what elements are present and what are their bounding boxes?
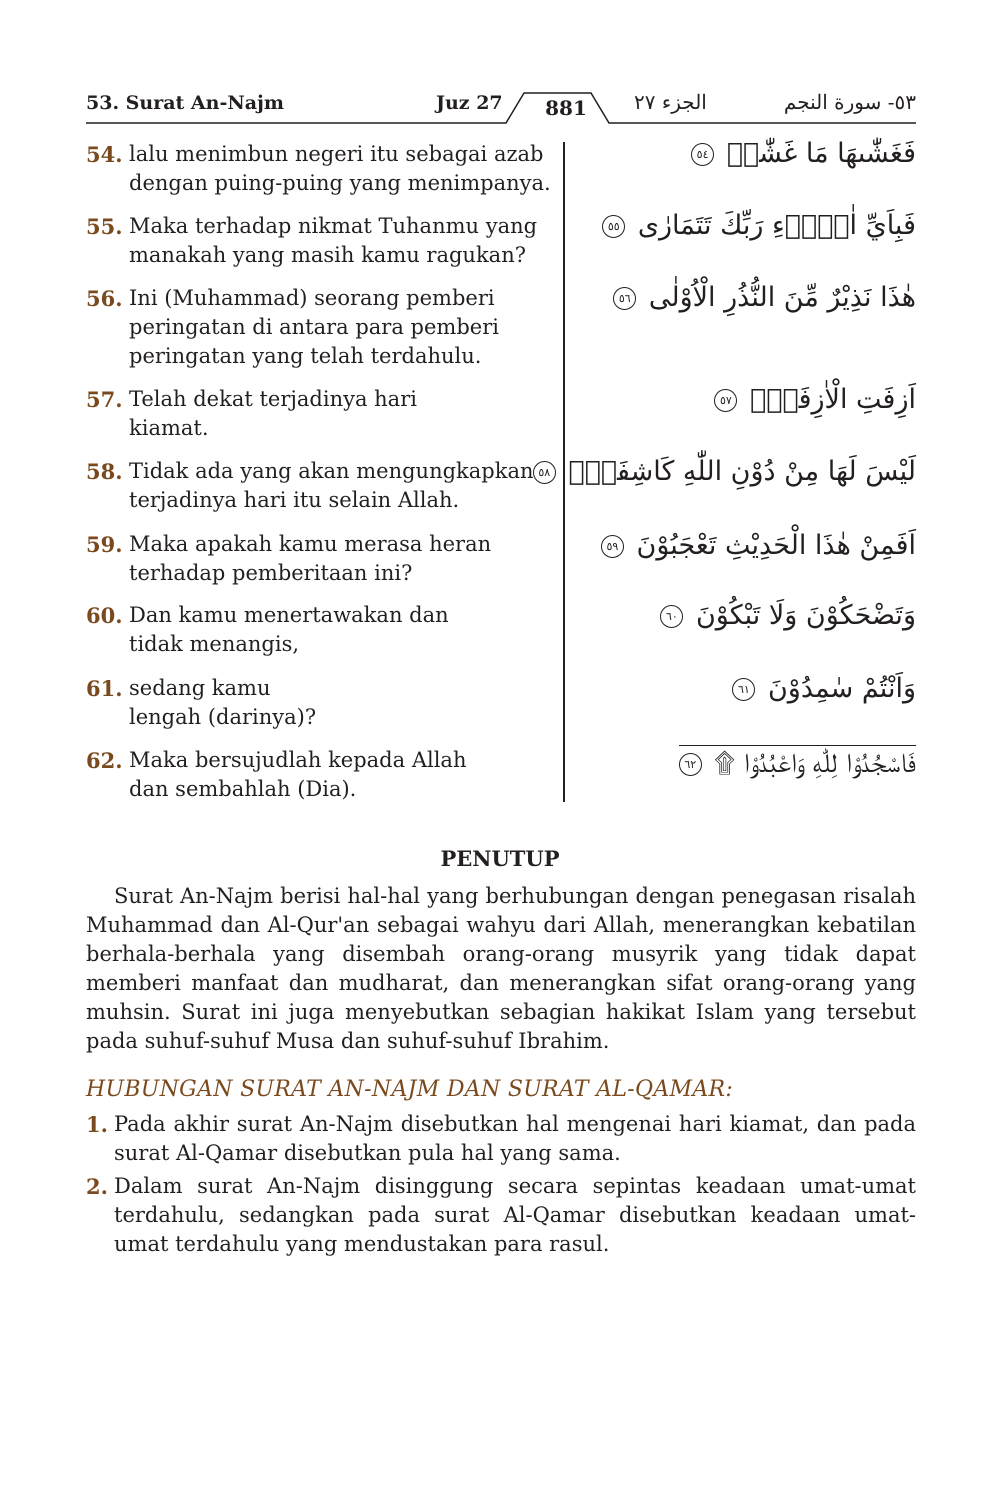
relation-heading: HUBUNGAN SURAT AN-NAJM DAN SURAT AL-QAMAR: xyxy=(86,1077,734,1102)
arabic-ayah xyxy=(601,530,916,562)
page-number: 881 xyxy=(545,96,587,120)
arabic-ayah xyxy=(660,600,916,632)
verse-number: 59. xyxy=(86,532,123,557)
list-item xyxy=(86,1172,916,1259)
list-item xyxy=(86,1110,916,1168)
verse-number: 62. xyxy=(86,748,123,773)
verse-number: 58. xyxy=(86,459,123,484)
verse-translation xyxy=(86,746,556,804)
ayah-end-marker-icon: ٦١ xyxy=(732,678,755,701)
ayah-end-marker-icon: ٥٧ xyxy=(714,389,737,412)
verse-translation xyxy=(86,457,556,515)
surah-title-latin: 53. Surat An-Najm xyxy=(86,92,285,114)
ayah-end-marker-icon: ٦٠ xyxy=(660,605,683,628)
ayah-text: فَاسْجُدُوْا لِلّٰهِ وَاعْبُدُوْا ۩ xyxy=(714,748,916,779)
ayah-text: اَزِفَتِ الْاٰزِفَةُۚ xyxy=(750,384,916,415)
ayah-end-marker-icon: ٥٨ xyxy=(533,461,556,484)
verse-number: 57. xyxy=(86,387,123,412)
juz-label-latin: Juz 27 xyxy=(436,92,503,114)
verse-text: Maka bersujudlah kepada Allah dan sembahlah (Dia). xyxy=(129,748,467,801)
ayah-end-marker-icon: ٦٢ xyxy=(679,753,702,776)
verse-text: Telah dekat terjadinya hari kiamat. xyxy=(129,387,417,440)
juz-label-arabic: الجزء ٢٧ xyxy=(634,90,707,114)
verse-translation xyxy=(86,140,556,198)
verse-number: 56. xyxy=(86,286,123,311)
surah-title-arabic: ٥٣- سورة النجم xyxy=(783,90,916,114)
verse-text: sedang kamu lengah (darinya)? xyxy=(129,676,317,729)
arabic-ayah xyxy=(691,138,916,170)
verse-translation xyxy=(86,601,556,659)
verse-number: 54. xyxy=(86,142,123,167)
verse-text: Maka apakah kamu merasa heran terhadap pemberitaan ini? xyxy=(129,532,492,585)
verse-text: Ini (Muhammad) seorang pemberi peringatan di antara para pemberi peringatan yang telah terdahulu. xyxy=(129,286,499,368)
verse-translation xyxy=(86,212,556,270)
ayah-text: لَيْسَ لَهَا مِنْ دُوْنِ اللّٰهِ كَاشِفَةٌۗ xyxy=(568,456,916,487)
ayah-text: وَتَضْحَكُوْنَ وَلَا تَبْكُوْنَ xyxy=(695,600,916,631)
list-item-number: 1. xyxy=(86,1112,108,1137)
ayah-text: اَفَمِنْ هٰذَا الْحَدِيْثِ تَعْجَبُوْنَ xyxy=(636,530,916,561)
ayah-text: فَغَشّٰىهَا مَا غَشّٰىۚ xyxy=(726,138,916,169)
ayah-end-marker-icon: ٥٦ xyxy=(613,287,636,310)
arabic-ayah xyxy=(613,282,916,314)
arabic-ayah xyxy=(533,456,916,488)
verse-number: 55. xyxy=(86,214,123,239)
arabic-ayah xyxy=(732,673,916,705)
ayah-end-marker-icon: ٥٤ xyxy=(691,143,714,166)
verse-number: 60. xyxy=(86,603,123,628)
ayah-text: وَاَنْتُمْ سٰمِدُوْنَ xyxy=(767,673,916,704)
arabic-ayah-sajdah xyxy=(679,745,916,780)
page-header xyxy=(86,86,916,126)
closing-title: PENUTUP xyxy=(440,846,560,871)
verse-translation xyxy=(86,530,556,588)
ayah-text: فَبِاَيِّ اٰلَاۤءِ رَبِّكَ تَتَمَارٰى xyxy=(637,210,916,241)
verse-text: Dan kamu menertawakan dan tidak menangis, xyxy=(129,603,449,656)
ayah-end-marker-icon: ٥٩ xyxy=(601,535,624,558)
ayah-end-marker-icon: ٥٥ xyxy=(602,215,625,238)
arabic-ayah xyxy=(602,210,916,242)
ayah-text: هٰذَا نَذِيْرٌ مِّنَ النُّذُرِ الْاُوْلٰى xyxy=(648,282,916,313)
verse-text: lalu menimbun negeri itu sebagai azab dengan puing-puing yang menimpanya. xyxy=(129,142,551,195)
verse-translation xyxy=(86,284,556,371)
verse-translation xyxy=(86,674,556,732)
closing-body: Surat An-Najm berisi hal-hal yang berhubungan dengan penegasan risalah Muhammad dan Al-Qur'an sebagai wahyu dari Allah, menerangkan kebatilan berhala-berhala yang disembah orang-orang musyrik yang tidak dapat memberi manfaat dan mudharat, dan menerangkan sifat orang-orang yang muhsin. Surat ini juga menyebutkan sebagian hakikat Islam yang tersebut pada suhuf-suhuf Musa dan suhuf-suhuf Ibrahim. xyxy=(86,884,916,1053)
list-item-number: 2. xyxy=(86,1174,108,1199)
verse-text: Tidak ada yang akan mengungkapkan terjadinya hari itu selain Allah. xyxy=(129,459,534,512)
list-item-text: Pada akhir surat An-Najm disebutkan hal mengenai hari kiamat, dan pada surat Al-Qamar disebutkan pula hal yang sama. xyxy=(114,1112,916,1165)
verse-translation xyxy=(86,385,556,443)
arabic-ayah xyxy=(714,384,916,416)
verse-number: 61. xyxy=(86,676,123,701)
verse-text: Maka terhadap nikmat Tuhanmu yang manakah yang masih kamu ragukan? xyxy=(129,214,538,267)
list-item-text: Dalam surat An-Najm disinggung secara sepintas keadaan umat-umat terdahulu, sedangkan pada surat Al-Qamar disebutkan keadaan umat-umat terdahulu yang mendustakan para rasul. xyxy=(114,1174,916,1256)
